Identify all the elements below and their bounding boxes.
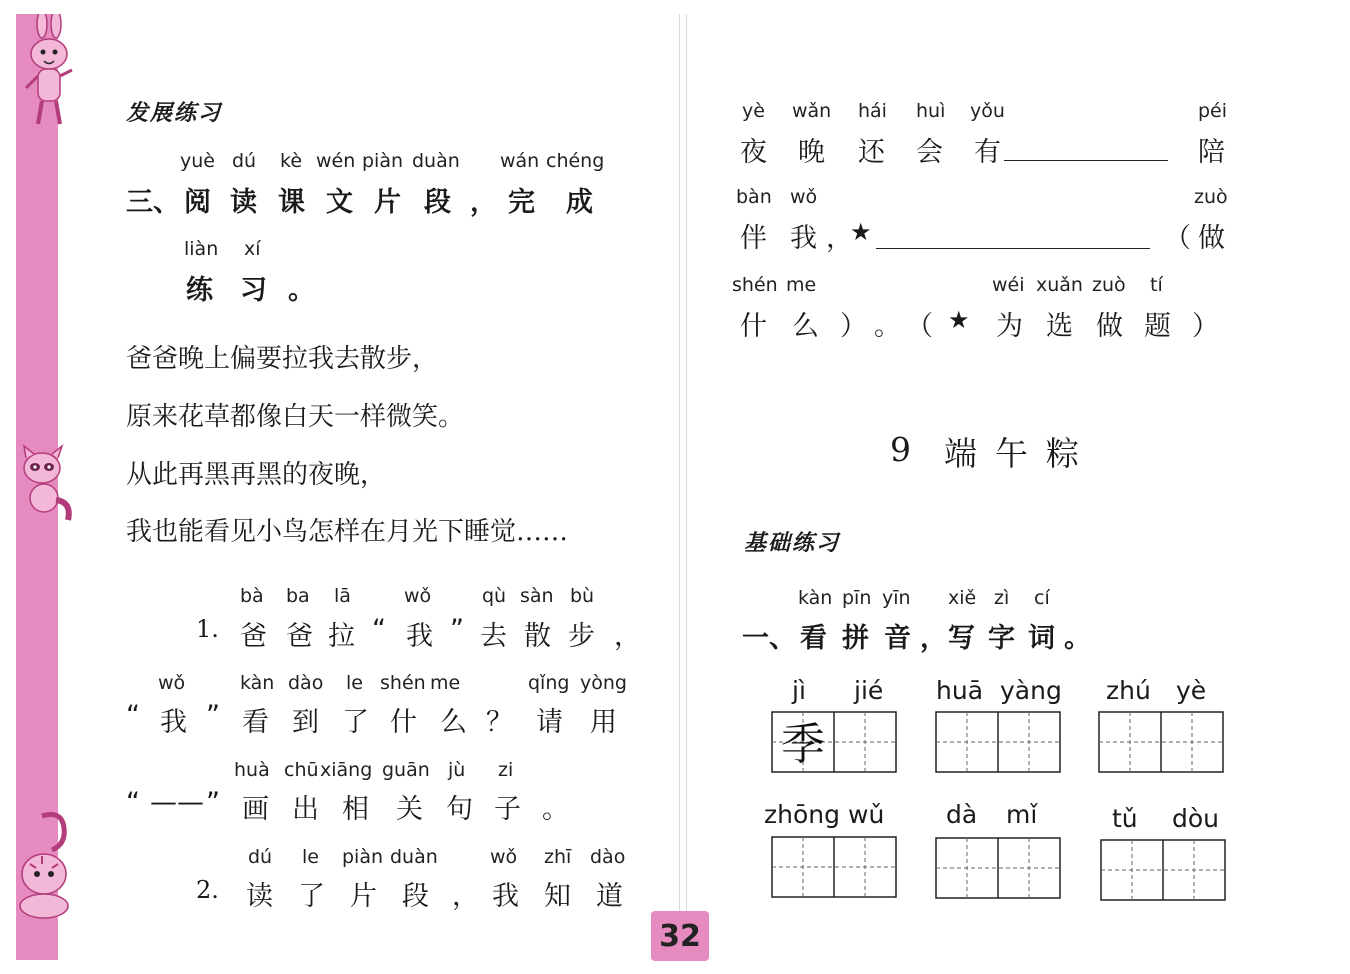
pinyin: liàn (184, 238, 219, 260)
pinyin: duàn (390, 846, 438, 868)
hanzi: 夜 (740, 137, 767, 168)
pinyin: qǐng (528, 672, 570, 694)
punctuation: ” (206, 700, 220, 731)
pinyin: duàn (412, 150, 460, 172)
pinyin: bà (240, 585, 264, 607)
hanzi: 有 (974, 137, 1001, 168)
hanzi: 关 (396, 794, 423, 825)
hanzi: 做 (1096, 311, 1123, 342)
pinyin: xiāng (320, 759, 373, 781)
section-title-basic: 基础练习 (744, 531, 841, 556)
pinyin: guān (382, 759, 430, 781)
hanzi: 伴 (740, 223, 767, 254)
pinyin: kàn (240, 672, 275, 694)
hanzi: 用 (590, 707, 617, 738)
pinyin: kàn (798, 587, 833, 609)
tianzige-grid[interactable] (771, 836, 897, 898)
punctuation: ” (450, 614, 464, 645)
hanzi: 相 (342, 794, 369, 825)
hanzi: 练 (186, 275, 213, 306)
pinyin: ba (286, 585, 310, 607)
hanzi: 会 (916, 137, 943, 168)
hanzi: 音 (884, 623, 911, 654)
tianzige-grid[interactable] (935, 837, 1061, 899)
hanzi: 词 (1028, 623, 1055, 654)
pinyin: chū (284, 759, 319, 781)
hanzi: 文 (326, 187, 353, 218)
hanzi: 了 (342, 707, 369, 738)
hanzi: 了 (298, 881, 325, 912)
pinyin: huì (916, 100, 946, 122)
hanzi: 请 (536, 707, 563, 738)
hanzi: 步 (568, 621, 595, 652)
item-number: 2. (196, 876, 219, 904)
hanzi: 陪 (1198, 137, 1225, 168)
item-number: 1. (196, 615, 219, 643)
pinyin: bàn (736, 186, 772, 208)
pinyin: wán (500, 150, 540, 172)
hanzi: 拉 (328, 621, 355, 652)
tianzige-grid[interactable] (771, 711, 897, 773)
hanzi: 还 (858, 137, 885, 168)
hanzi: 段 (424, 187, 451, 218)
tianzige-grid[interactable] (1098, 711, 1224, 773)
answer-blank[interactable] (876, 220, 1150, 249)
tiger-cartoon-icon (12, 810, 78, 922)
pinyin: huā (936, 676, 984, 705)
pinyin: péi (1198, 100, 1228, 122)
page-number: 32 (651, 911, 709, 961)
pinyin: lā (334, 585, 351, 607)
hanzi: 到 (292, 707, 319, 738)
hanzi: 片 (374, 187, 401, 218)
hanzi: 我 (790, 223, 817, 254)
pinyin: qù (482, 585, 507, 607)
tianzige-grid[interactable] (1100, 839, 1226, 901)
hanzi: 习 (240, 275, 267, 306)
punctuation: ， (452, 881, 479, 912)
punctuation: ） (840, 311, 867, 342)
hanzi: 子 (494, 794, 521, 825)
pinyin: me (430, 672, 461, 694)
hanzi: 什 (390, 707, 417, 738)
punctuation: “ (126, 700, 140, 731)
lesson-number: 9 (890, 430, 911, 469)
punctuation: 。 (542, 794, 569, 825)
punctuation: “ (126, 787, 140, 818)
hanzi: 晚 (798, 137, 825, 168)
pinyin: me (786, 274, 817, 296)
pinyin: zuò (1194, 186, 1228, 208)
pinyin: dào (590, 846, 626, 868)
hanzi: 看 (242, 707, 269, 738)
pinyin: shén (380, 672, 426, 694)
hanzi: 读 (246, 881, 273, 912)
pinyin: huà (234, 759, 270, 781)
pinyin: jì (792, 676, 806, 705)
hanzi: 片 (350, 881, 377, 912)
pinyin: jù (448, 759, 466, 781)
hanzi: 做 (1198, 223, 1225, 254)
pinyin: zhōng (764, 800, 840, 829)
hanzi: 题 (1144, 311, 1171, 342)
pinyin: yòng (580, 672, 627, 694)
hanzi: 写 (948, 623, 975, 654)
hanzi: 我 (492, 881, 519, 912)
pinyin: zhī (544, 846, 572, 868)
rabbit-cartoon-icon (14, 14, 80, 130)
hanzi: 选 (1046, 311, 1073, 342)
pinyin: tǔ (1112, 804, 1138, 833)
hanzi: 我 (160, 707, 187, 738)
pinyin: yīn (882, 587, 911, 609)
punctuation: “ (372, 614, 386, 645)
poem-line: 爸爸晚上偏要拉我去散步， (126, 344, 439, 374)
punctuation: ？ (486, 707, 513, 738)
page-gutter (679, 14, 687, 960)
tianzige-grid[interactable] (935, 711, 1061, 773)
pinyin: sàn (520, 585, 554, 607)
punctuation: ， (826, 223, 853, 254)
pinyin: piàn (342, 846, 384, 868)
punctuation: ， (470, 187, 497, 218)
pinyin: wǒ (490, 846, 518, 868)
poem-line: 我也能看见小鸟怎样在月光下睡觉…… (126, 517, 569, 547)
punctuation: ” (206, 787, 220, 818)
pinyin: zì (994, 587, 1010, 609)
pinyin: yǒu (970, 100, 1005, 122)
pinyin: zi (498, 759, 514, 781)
hanzi: 道 (596, 881, 623, 912)
pinyin: dà (946, 800, 978, 829)
hanzi: 散 (524, 621, 551, 652)
pinyin: wén (316, 150, 356, 172)
punctuation: 。 (288, 275, 315, 306)
hanzi: 么 (792, 311, 819, 342)
hanzi: 知 (544, 881, 571, 912)
punctuation: ） (1192, 311, 1219, 342)
pinyin: wéi (992, 274, 1025, 296)
pinyin: yuè (180, 150, 215, 172)
pinyin: dú (232, 150, 257, 172)
pinyin: dú (248, 846, 273, 868)
star-icon: ★ (948, 306, 970, 334)
punctuation: ， (920, 623, 947, 654)
hanzi: 句 (446, 794, 473, 825)
punctuation: 。 (1064, 623, 1091, 654)
pinyin: chéng (546, 150, 605, 172)
hanzi: 么 (440, 707, 467, 738)
punctuation: （ (906, 311, 933, 342)
pinyin: yè (1176, 676, 1207, 705)
hanzi: 读 (230, 187, 257, 218)
pinyin: wǒ (158, 672, 186, 694)
hanzi: 拼 (842, 623, 869, 654)
pinyin: wǒ (790, 186, 818, 208)
pinyin: zhú (1106, 676, 1151, 705)
pinyin: piàn (362, 150, 404, 172)
hanzi: 爸 (240, 621, 267, 652)
dash-mark: —— (150, 787, 204, 818)
hanzi: 阅 (184, 187, 211, 218)
question-number: 三、 (126, 187, 180, 218)
hanzi: 什 (740, 311, 767, 342)
pinyin: pīn (842, 587, 872, 609)
pinyin: mǐ (1006, 800, 1038, 829)
hanzi: 画 (242, 794, 269, 825)
pinyin: zuò (1092, 274, 1126, 296)
pinyin: xí (244, 238, 261, 260)
pinyin: bù (570, 585, 595, 607)
hanzi: 出 (292, 794, 319, 825)
hanzi: 爸 (286, 621, 313, 652)
poem-line: 原来花草都像白天一样微笑。 (126, 402, 465, 432)
pinyin: wǒ (404, 585, 432, 607)
poem-line: 从此再黑再黑的夜晚， (126, 460, 387, 490)
question-number: 一、 (742, 623, 796, 654)
pinyin: wǔ (848, 800, 885, 829)
pinyin: shén (732, 274, 778, 296)
pinyin: xiě (948, 587, 977, 609)
hanzi: 课 (278, 187, 305, 218)
pinyin: le (302, 846, 319, 868)
pinyin: le (346, 672, 363, 694)
sample-character: 季 (781, 719, 825, 770)
pinyin: wǎn (792, 100, 832, 122)
pinyin: yàng (1000, 676, 1062, 705)
hanzi: 字 (988, 623, 1015, 654)
pinyin: cí (1034, 587, 1050, 609)
pinyin: kè (280, 150, 303, 172)
punctuation: （ (1164, 223, 1191, 254)
pinyin: hái (858, 100, 887, 122)
lesson-title: 端午粽 (944, 434, 1097, 473)
punctuation: 。 (874, 311, 901, 342)
hanzi: 去 (480, 621, 507, 652)
pinyin: jié (854, 676, 884, 705)
pinyin: yè (742, 100, 765, 122)
pinyin: tí (1150, 274, 1163, 296)
hanzi: 我 (406, 621, 433, 652)
hanzi: 成 (566, 187, 593, 218)
punctuation: ， (614, 621, 641, 652)
raccoon-cartoon-icon (14, 440, 76, 524)
hanzi: 为 (996, 311, 1023, 342)
pinyin: dào (288, 672, 324, 694)
section-title-development: 发展练习 (126, 101, 223, 126)
hanzi: 看 (800, 623, 827, 654)
hanzi: 完 (508, 187, 535, 218)
pinyin: xuǎn (1036, 274, 1083, 296)
pinyin: dòu (1172, 804, 1220, 833)
answer-blank[interactable] (1004, 132, 1168, 161)
hanzi: 段 (402, 881, 429, 912)
star-icon: ★ (850, 218, 872, 246)
